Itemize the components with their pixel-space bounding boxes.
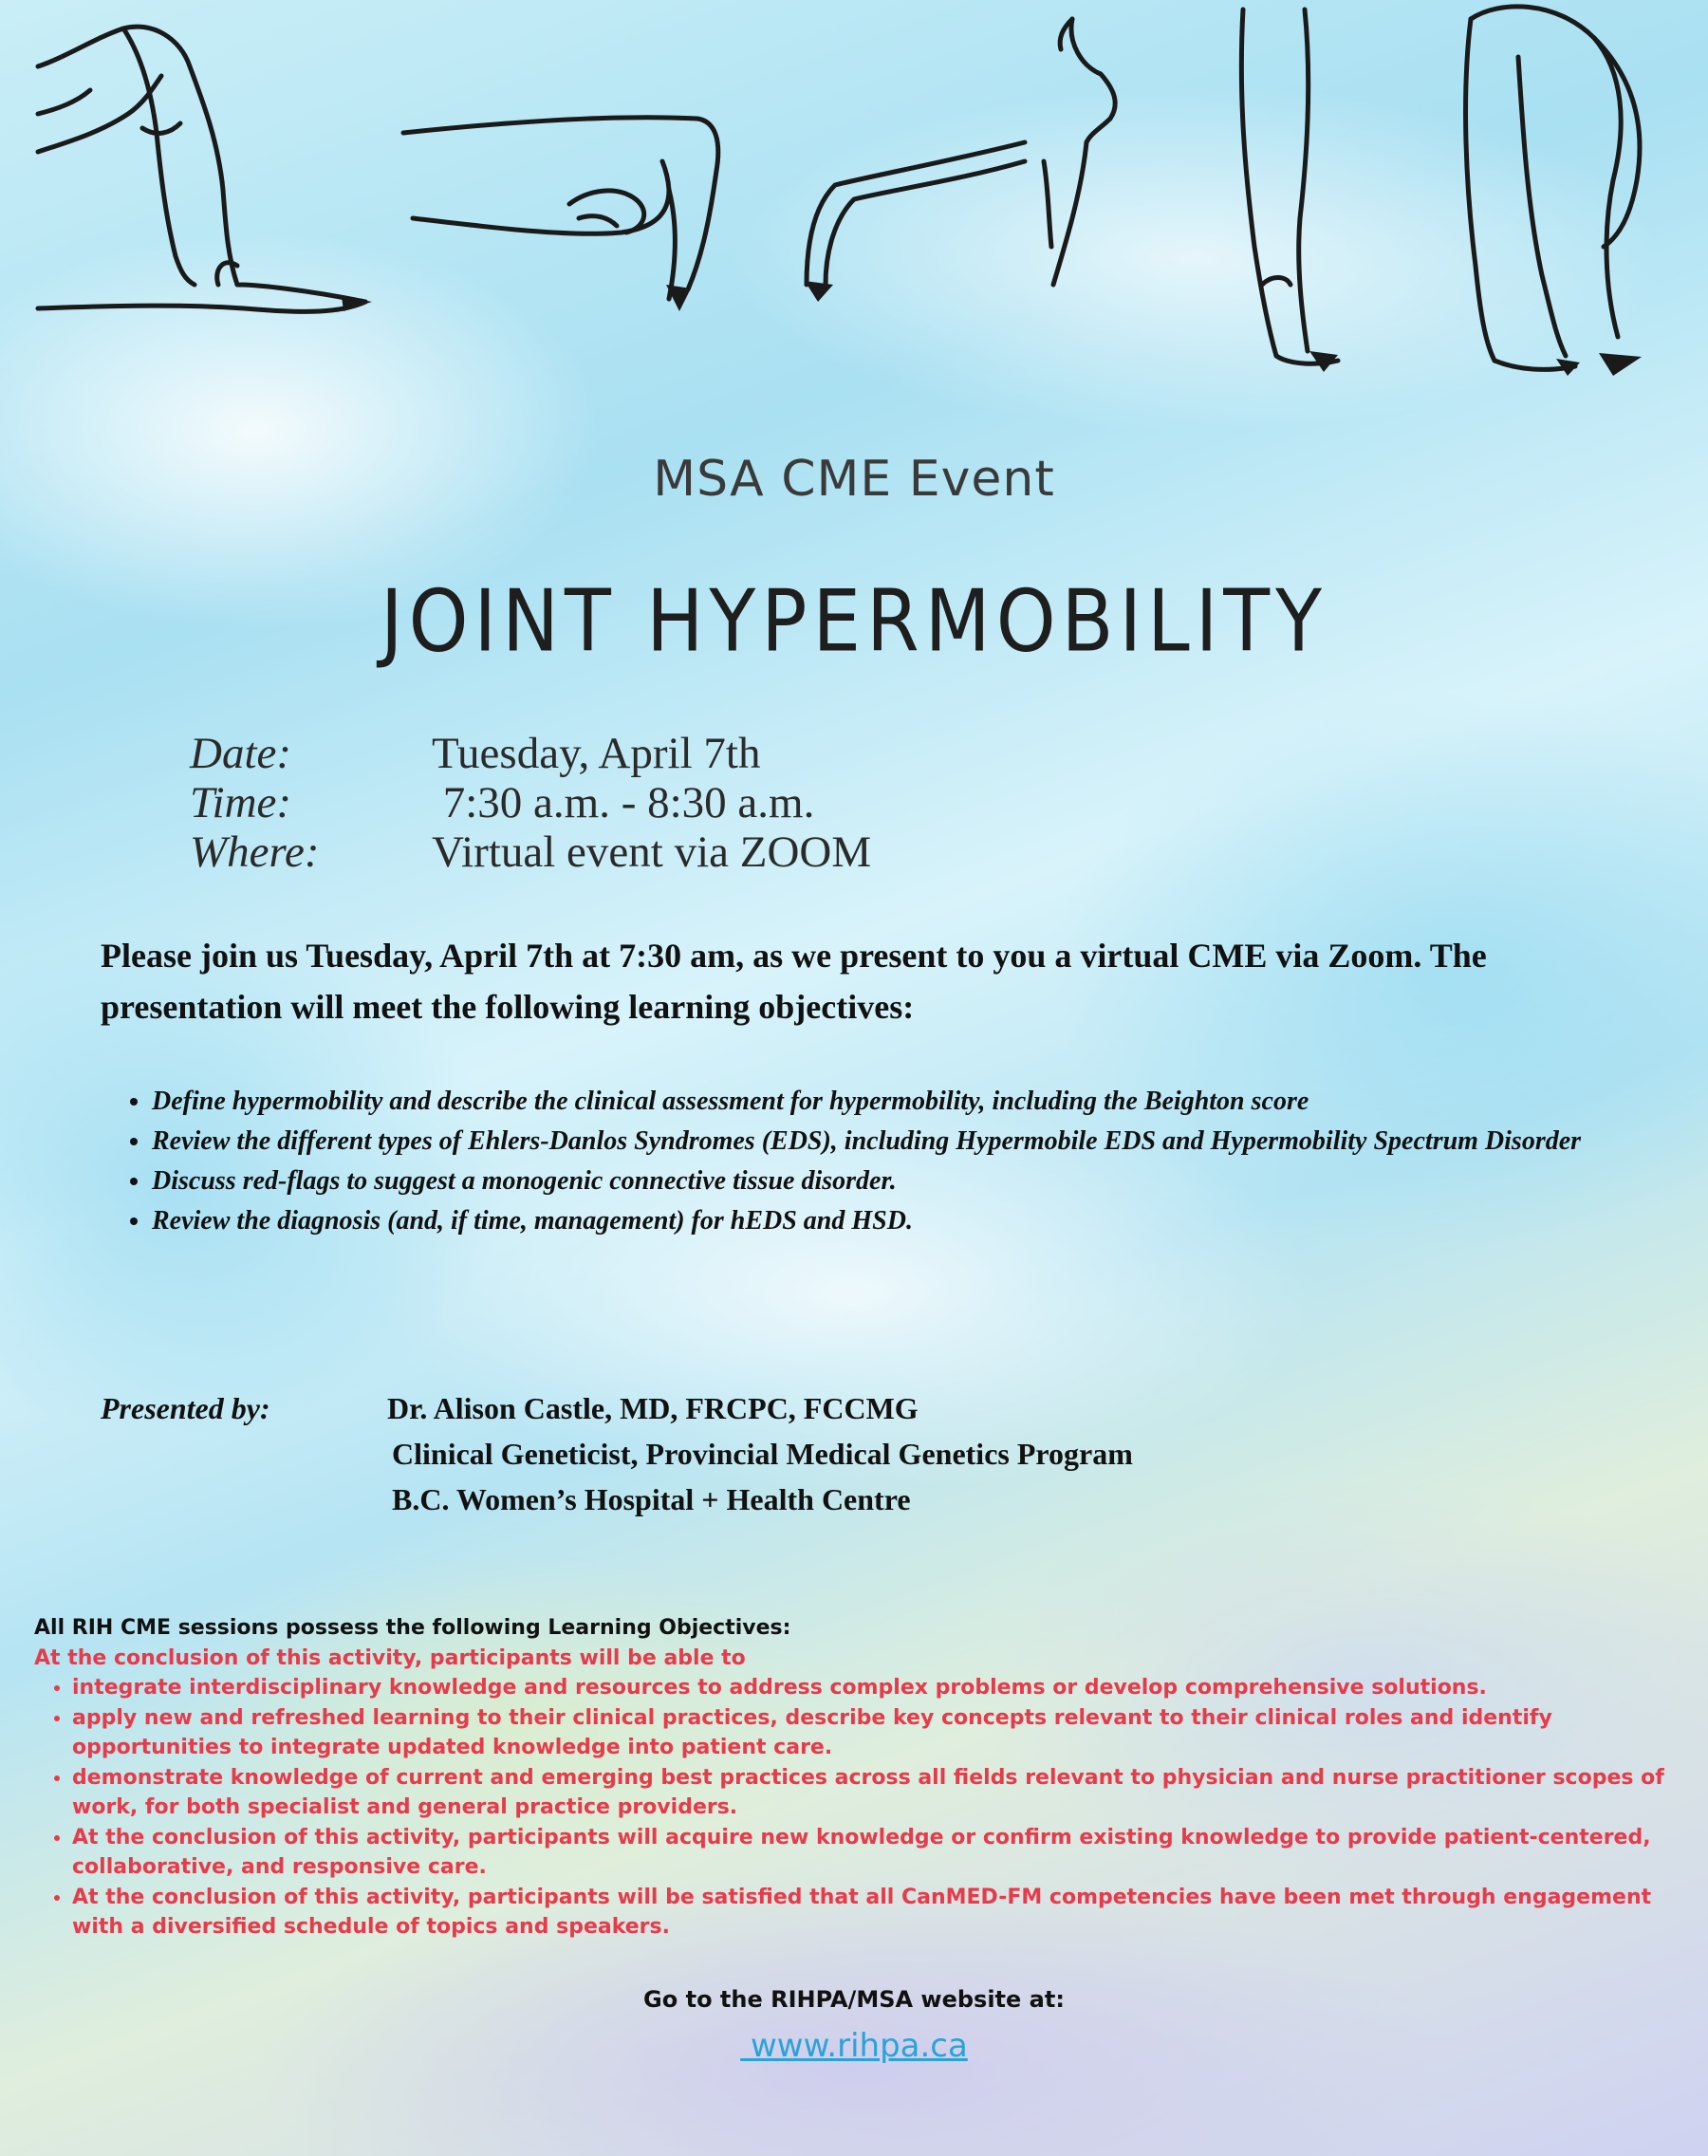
where-row: [190, 827, 871, 877]
date-row: [190, 729, 871, 778]
rih-objectives-block: [34, 1613, 1685, 1942]
time-value: 7:30 a.m. - 8:30 a.m.: [432, 778, 815, 827]
where-value: Virtual event via ZOOM: [432, 827, 872, 877]
list-item: • Review the different types of Ehlers-Danlos Syndromes (EDS), including Hypermobile EDS and Hypermobility Spectrum Disorder: [152, 1122, 1670, 1162]
standing-legs-figure: [1241, 9, 1338, 372]
presenter-role: Clinical Geneticist, Provincial Medical Genetics Program: [392, 1437, 1133, 1471]
list-item: • apply new and refreshed learning to their clinical practices, describe key concepts relevant to their clinical roles and identify opportunities to integrate updated knowledge into patient care.: [72, 1703, 1685, 1763]
presenter-institution: B.C. Women’s Hospital + Health Centre: [392, 1482, 911, 1516]
list-item: • At the conclusion of this activity, participants will be satisfied that all CanMED-FM competencies have been met through engagement with a diversified schedule of topics and speakers.: [72, 1883, 1685, 1942]
website-link[interactable]: www.rihpa.ca: [740, 2027, 968, 2065]
list-item: • At the conclusion of this activity, participants will acquire new knowledge or confirm existing knowledge to provide patient-centered, collaborative, and responsive care.: [72, 1823, 1685, 1883]
date-value: Tuesday, April 7th: [432, 729, 761, 778]
where-label: Where:: [190, 827, 320, 877]
list-item: • Review the diagnosis (and, if time, management) for hEDS and HSD.: [152, 1201, 1670, 1241]
presenter-name: Dr. Alison Castle, MD, FRCPC, FCCMG: [387, 1391, 919, 1425]
presenter-label: Presented by:: [101, 1391, 270, 1425]
rih-subheading: At the conclusion of this activity, participants will be able to: [34, 1645, 746, 1670]
rih-heading: All RIH CME sessions possess the following Learning Objectives:: [34, 1616, 791, 1640]
list-item: • integrate interdisciplinary knowledge and resources to address complex problems or develop comprehensive solutions.: [72, 1673, 1685, 1703]
event-label: MSA CME Event: [653, 451, 1055, 508]
presenter-lines: [387, 1385, 1133, 1522]
list-item: • demonstrate knowledge of current and emerging best practices across all fields relevant to physician and nurse practitioner scopes of work, for both specialist and general practice providers.: [72, 1763, 1685, 1823]
page-title: JOINT HYPERMOBILITY: [380, 571, 1328, 671]
event-details: [190, 729, 871, 877]
time-row: [190, 778, 871, 827]
date-label: Date:: [190, 729, 292, 778]
head-arm-figure: [805, 19, 1115, 302]
list-item: • Discuss red-flags to suggest a monogenic connective tissue disorder.: [152, 1162, 1670, 1201]
time-label: Time:: [190, 778, 292, 827]
thumb-test-figure: [38, 27, 372, 311]
rih-objectives-list: [34, 1673, 1685, 1942]
forward-bend-figure: [1466, 7, 1642, 376]
website-prompt: Go to the RIHPA/MSA website at:: [643, 1986, 1065, 2013]
learning-objectives-list: [128, 1082, 1670, 1241]
elbow-test-figure: [403, 118, 718, 311]
list-item: • Define hypermobility and describe the clinical assessment for hypermobility, including the Beighton score: [152, 1082, 1670, 1122]
intro-paragraph: Please join us Tuesday, April 7th at 7:30 am, as we present to you a virtual CME via Zoom. The presentation will meet the following learning objectives:: [101, 937, 1487, 1026]
hypermobility-illustrations: [0, 0, 1708, 399]
